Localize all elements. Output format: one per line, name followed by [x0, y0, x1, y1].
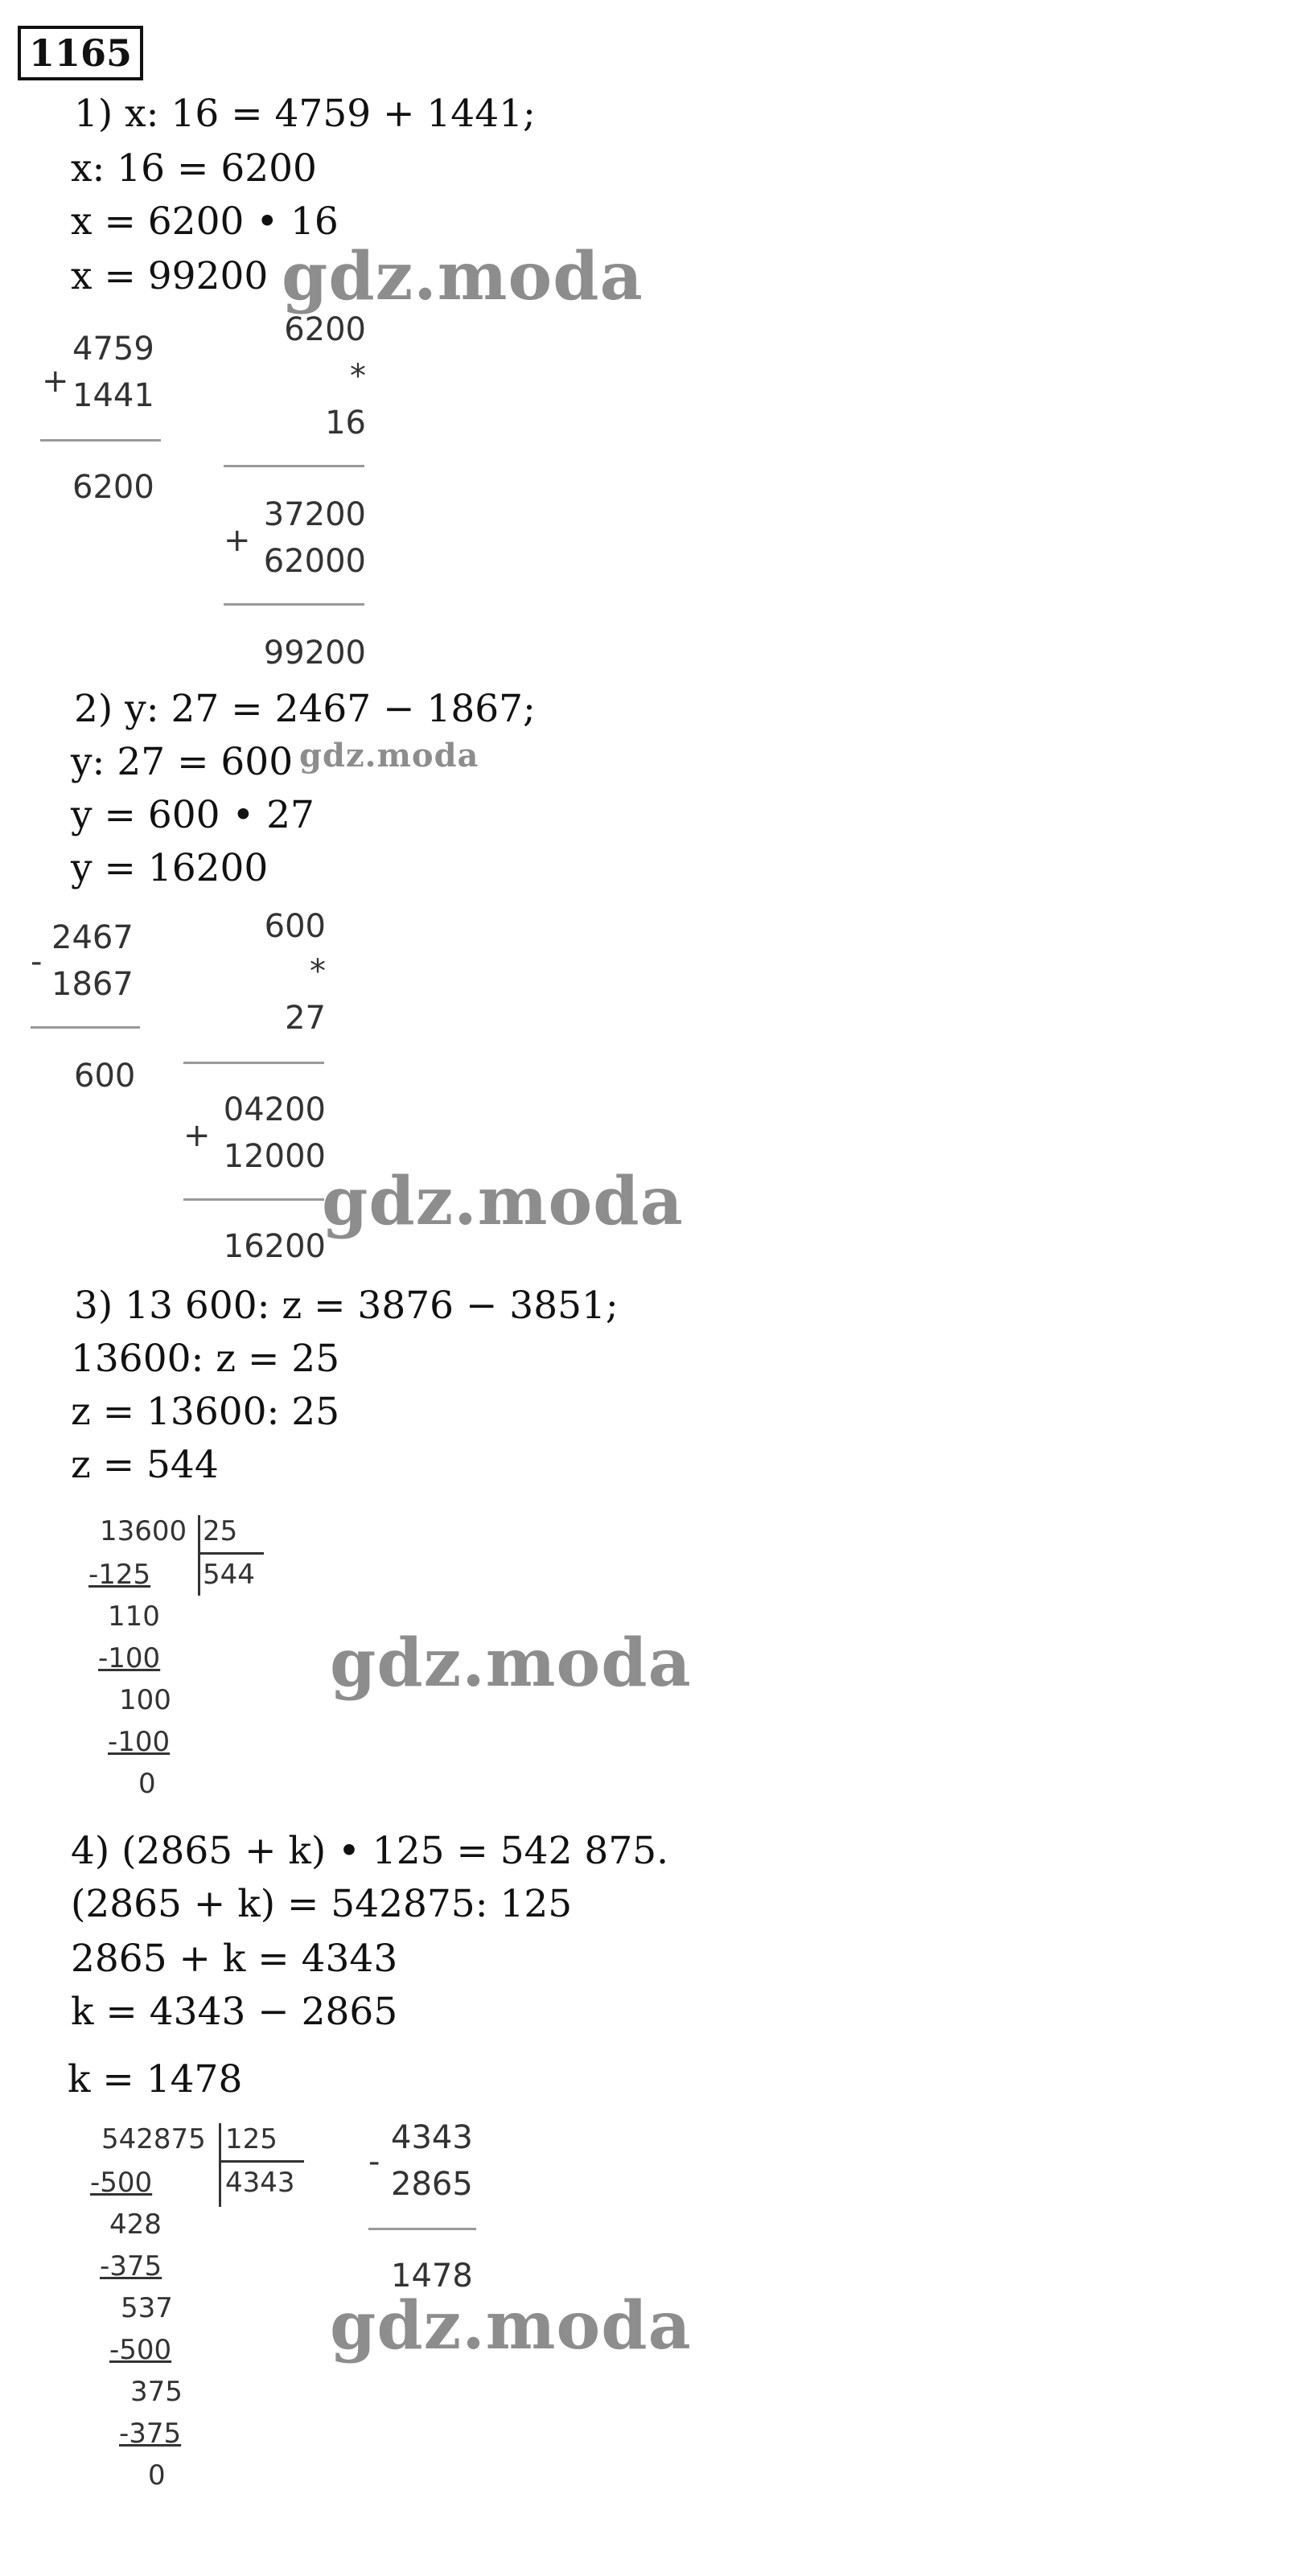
division-dividend: 542875 [101, 2123, 206, 2155]
add-result: 6200 [72, 469, 154, 506]
part1-eq4: x = 99200 [71, 254, 269, 298]
division-quotient: 544 [203, 1559, 255, 1591]
division-step: 110 [108, 1600, 160, 1633]
division-step: 375 [130, 2376, 183, 2408]
division-step: -100 [98, 1642, 161, 1674]
mul-plus: + [183, 1117, 211, 1154]
mul-partial-2: 12000 [223, 1138, 326, 1175]
sub-operator: - [368, 2143, 380, 2180]
part4-eq1: 4) (2865 + k) • 125 = 542 875. [71, 1829, 669, 1873]
part3-eq1: 3) 13 600: z = 3876 − 3851; [74, 1284, 619, 1328]
part2-eq3: y = 600 • 27 [71, 793, 315, 837]
division-step: 537 [121, 2292, 173, 2324]
mul-operand-a: 6200 [284, 311, 366, 348]
part4-eq2: (2865 + k) = 542875: 125 [71, 1882, 573, 1926]
division-step: -500 [90, 2167, 153, 2199]
division-step: -375 [100, 2250, 162, 2282]
part2-eq1: 2) y: 27 = 2467 − 1867; [74, 687, 536, 731]
part1-eq2: x: 16 = 6200 [71, 146, 317, 191]
division-step: 100 [119, 1684, 171, 1716]
mul-divider [183, 1062, 324, 1064]
watermark: gdz.moda [322, 1163, 684, 1240]
task-number: 1165 [18, 26, 143, 80]
division-step: -125 [88, 1559, 151, 1591]
watermark: gdz.moda [299, 737, 479, 774]
division-quotient: 4343 [225, 2167, 295, 2199]
division-divisor: 125 [225, 2123, 278, 2155]
part2-eq2: y: 27 = 600 [71, 740, 294, 784]
mul-result: 16200 [223, 1228, 326, 1265]
sub-operand-a: 2467 [51, 919, 134, 956]
part2-eq4: y = 16200 [71, 846, 269, 890]
sub-operand-b: 1867 [51, 966, 134, 1003]
mul-divider [224, 465, 364, 467]
division-step: 0 [148, 2459, 166, 2492]
part4-eq4: k = 4343 − 2865 [71, 1990, 398, 2034]
sub-operand-a: 4343 [391, 2119, 473, 2156]
mul-partial-1: 04200 [223, 1091, 326, 1128]
mul-operand-b: 16 [325, 405, 366, 442]
mul-operand-a: 600 [264, 908, 326, 945]
sub-operator: - [31, 943, 43, 980]
division-step: -375 [119, 2418, 182, 2450]
part3-eq2: 13600: z = 25 [71, 1337, 340, 1381]
mul-partial-1: 37200 [263, 496, 366, 533]
mul-result: 99200 [263, 635, 366, 672]
mul-divider-2 [183, 1198, 324, 1201]
part4-eq5: k = 1478 [68, 2057, 243, 2101]
sub-result: 600 [74, 1058, 136, 1095]
division-bar [198, 1515, 200, 1596]
mul-plus: + [224, 522, 251, 559]
watermark: gdz.moda [282, 238, 643, 315]
add-divider [40, 439, 161, 442]
part3-eq4: z = 544 [71, 1443, 219, 1487]
part4-eq3: 2865 + k = 4343 [71, 1937, 398, 1981]
division-step: -100 [108, 1726, 171, 1758]
division-divisor: 25 [203, 1515, 238, 1547]
add-operand-b: 1441 [72, 377, 154, 414]
sub-operand-b: 2865 [391, 2166, 473, 2203]
division-step: -500 [109, 2334, 172, 2366]
mul-operator: * [310, 953, 326, 990]
part1-eq3: x = 6200 • 16 [71, 199, 339, 244]
division-bar [219, 2123, 221, 2207]
mul-partial-2: 62000 [263, 543, 366, 580]
division-dividend: 13600 [100, 1515, 187, 1547]
add-operator: + [42, 363, 69, 400]
division-step: 428 [109, 2208, 162, 2241]
sub-divider [368, 2228, 476, 2230]
add-operand-a: 4759 [72, 331, 154, 368]
watermark: gdz.moda [330, 1625, 692, 1702]
sub-result: 1478 [391, 2258, 473, 2295]
part3-eq3: z = 13600: 25 [71, 1390, 340, 1434]
part1-eq1: 1) x: 16 = 4759 + 1441; [74, 92, 536, 136]
mul-operator: * [350, 358, 366, 395]
division-step: 0 [138, 1768, 156, 1800]
sub-divider [31, 1026, 140, 1029]
mul-operand-b: 27 [285, 1000, 326, 1037]
watermark: gdz.moda [330, 2287, 692, 2364]
mul-divider-2 [224, 603, 364, 606]
